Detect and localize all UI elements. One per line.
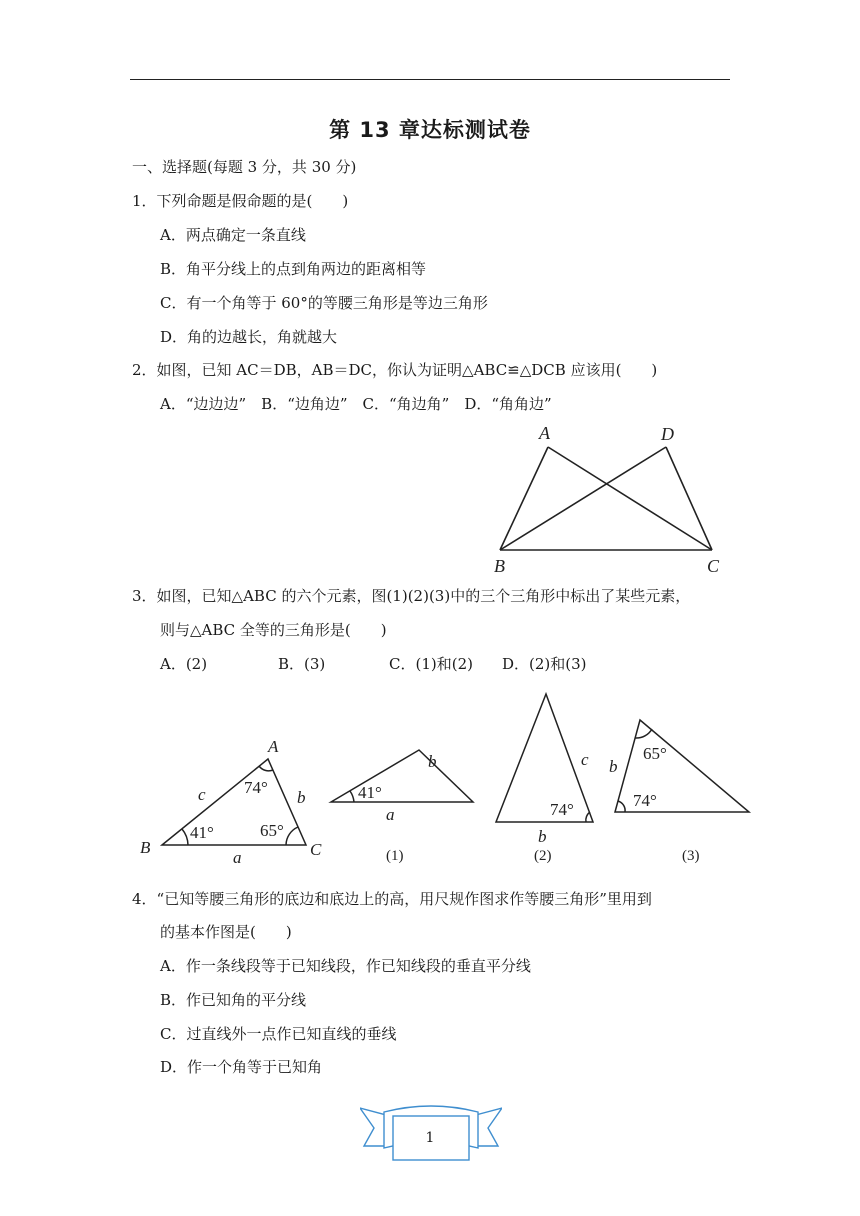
- q3-main-label-a: A: [268, 737, 279, 756]
- q3-fig2-side-c: c: [581, 750, 589, 769]
- q3-main-angle-c-arc: [286, 827, 298, 845]
- q3-main-angle-a: 74°: [244, 778, 268, 797]
- q3-stem-line1: 3．如图，已知△ABC 的六个元素，图(1)(2)(3)中的三个三角形中标出了某些元素，: [132, 587, 691, 605]
- q2-figure: [485, 418, 735, 578]
- page-number: 1: [425, 1130, 435, 1146]
- q3-figures: [130, 685, 760, 870]
- q3-fig1-side-b: b: [428, 752, 437, 771]
- page-title: 第 13 章达标测试卷: [329, 118, 531, 142]
- q3-fig1-angle: 41°: [358, 783, 382, 802]
- q3-main-angle-b-arc: [182, 829, 188, 845]
- q3-fig2-angle: 74°: [550, 800, 574, 819]
- q4-option-d: D．作一个角等于已知角: [160, 1058, 323, 1076]
- q1-option-b: B．角平分线上的点到角两边的距离相等: [160, 260, 427, 278]
- q2-label-d: D: [661, 424, 674, 444]
- q2-label-c: C: [707, 556, 720, 576]
- q2-label-b: B: [494, 556, 505, 576]
- q2-label-a: A: [539, 423, 550, 443]
- q3-fig1-angle-arc: [350, 791, 354, 802]
- section-heading: 一、选择题(每题 3 分，共 30 分): [132, 158, 357, 176]
- q4-stem-line1: 4．“已知等腰三角形的底边和底边上的高，用尺规作图求作等腰三角形”里用到: [132, 890, 652, 908]
- q3-fig2-side-b: b: [538, 827, 547, 846]
- q3-main-side-b: b: [297, 788, 306, 807]
- q3-main-angle-b: 41°: [190, 823, 214, 842]
- q3-fig1-caption: (1): [386, 848, 404, 864]
- q3-option-d: D．(2)和(3): [502, 655, 587, 673]
- q1-option-a: A．两点确定一条直线: [160, 226, 306, 244]
- q4-option-c: C．过直线外一点作已知直线的垂线: [160, 1025, 397, 1043]
- q3-option-a: A．(2): [160, 655, 208, 673]
- q2-options: A．“边边边” B．“边角边” C．“角边角” D．“角角边”: [160, 395, 552, 413]
- q3-main-side-a: a: [233, 848, 242, 867]
- q1-stem: 1．下列命题是假命题的是( ): [132, 192, 349, 210]
- q3-main-side-c: c: [198, 785, 206, 804]
- q3-fig2-triangle: [496, 694, 593, 822]
- q3-fig3-side-b: b: [609, 757, 618, 776]
- q3-fig3-caption: (3): [682, 848, 700, 864]
- q3-fig1-side-a: a: [386, 805, 395, 824]
- q3-fig3-angle-bottom-arc: [618, 801, 625, 812]
- q3-fig3-angle-bottom: 74°: [633, 791, 657, 810]
- q4-option-a: A．作一条线段等于已知线段，作已知线段的垂直平分线: [160, 957, 531, 975]
- header-rule: [130, 79, 730, 80]
- q3-option-b: B．(3): [278, 655, 326, 673]
- q2-edge-dc: [666, 447, 712, 550]
- q3-option-c: C．(1)和(2): [389, 655, 473, 673]
- q2-edge-db: [500, 447, 666, 550]
- q3-fig2-caption: (2): [534, 848, 552, 864]
- q1-option-d: D．角的边越长，角就越大: [160, 328, 338, 346]
- q3-main-angle-c: 65°: [260, 821, 284, 840]
- q4-option-b: B．作已知角的平分线: [160, 991, 307, 1009]
- q3-stem-line2: 则与△ABC 全等的三角形是( ): [160, 621, 387, 639]
- q2-stem: 2．如图，已知 AC＝DB，AB＝DC，你认为证明△ABC≌△DCB 应该用( ): [132, 361, 658, 379]
- q3-main-label-c: C: [310, 840, 322, 859]
- q1-option-c: C．有一个角等于 60°的等腰三角形是等边三角形: [160, 294, 488, 312]
- q3-fig3-angle-top: 65°: [643, 744, 667, 763]
- q4-stem-line2: 的基本作图是( ): [160, 923, 292, 941]
- q3-main-label-b: B: [140, 838, 151, 857]
- q2-edge-ac: [548, 447, 712, 550]
